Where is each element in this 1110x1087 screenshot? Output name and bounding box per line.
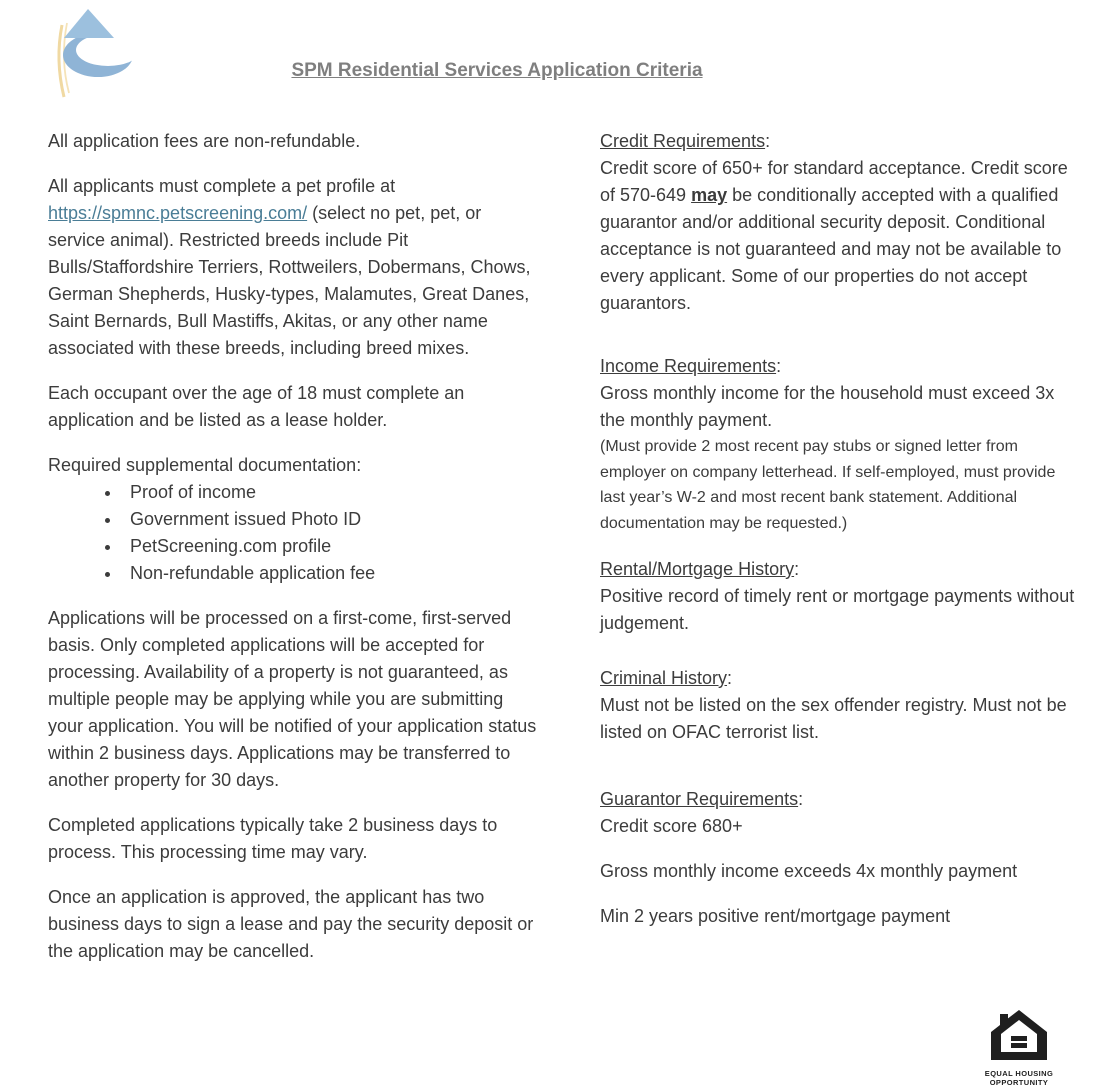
equals-bar-top [1011,1036,1027,1041]
equal-housing-label-line2: OPPORTUNITY [989,1078,1049,1087]
guarantor-line: Credit score 680+ [600,816,743,836]
guarantor-line: Gross monthly income exceeds 4x monthly payment [600,861,1018,881]
list-item: • Non-refundable application fee [122,560,538,587]
section-credit-requirements [600,128,1082,317]
section-heading [600,665,1082,692]
left-column [48,128,538,983]
income-note: (Must provide 2 most recent pay stubs or signed letter from employer on company letterhead. If self-employed, must provide last year’s W-2 and most recent bank statement. Additional documentation may be requested.) [600,438,1056,532]
section-income-requirements [600,353,1082,536]
heading-colon: : [727,668,733,688]
income-body: Gross monthly income for the household must exceed 3x the monthly payment. [600,383,1055,430]
income-heading: Income Requirements [600,356,777,376]
credit-body-before: Credit score of 650+ for standard acceptance. Credit score of 570-649 [600,158,1068,205]
credit-body [600,155,1082,317]
equal-housing-logo [984,1008,1054,1087]
heading-colon: : [794,559,800,579]
paragraph-timeline: Completed applications typically take 2 business days to process. This processing time may vary. [48,815,498,862]
criminal-heading: Criminal History [600,668,728,688]
equals-bar-bottom [1011,1043,1027,1048]
heading-colon: : [798,789,804,809]
paragraph-pet-profile [48,173,538,362]
guarantor-heading: Guarantor Requirements [600,789,799,809]
heading-colon: : [776,356,782,376]
equal-housing-label [984,1069,1054,1087]
paragraph-approval: Once an application is approved, the applicant has two business days to sign a lease and pay the security deposit or the application may be cancelled. [48,887,534,961]
rental-body: Positive record of timely rent or mortgage payments without judgement. [600,586,1075,633]
equal-housing-label-line1: EQUAL HOUSING [984,1069,1054,1078]
company-logo-icon [48,5,158,100]
section-guarantor-requirements [600,786,1082,930]
paragraph-occupant: Each occupant over the age of 18 must complete an application and be listed as a lease holder. [48,383,465,430]
logo-roof [64,9,114,38]
petscreening-link[interactable]: https://spmnc.petscreening.com/ [48,203,308,223]
list-item: • PetScreening.com profile [122,533,538,560]
pet-text-before: All applicants must complete a pet profile at [48,176,396,196]
paragraph-processing: Applications will be processed on a first-come, first-served basis. Only completed applications will be accepted for processing. Availability of a property is not guaranteed, as multiple people may be applying while you are submitting your application. You will be notified of your application status within 2 business days. Applications may be transferred to another property for 30 days. [48,608,537,790]
credit-emphasis: may [691,185,728,205]
list-item: • Proof of income [122,479,538,506]
section-heading [600,128,1082,155]
criminal-body: Must not be listed on the sex offender registry. Must not be listed on OFAC terrorist list. [600,695,1067,742]
section-heading [600,556,1082,583]
page-title: SPM Residential Services Application Criteria [291,60,703,81]
section-rental-history [600,556,1082,637]
credit-body-after: be conditionally accepted with a qualified guarantor and/or additional security deposit. Conditional acceptance is not guaranteed and may not be available to every applicant. Some of our properties do not accept guarantors. [600,185,1062,313]
pet-text-after: (select no pet, pet, or service animal). Restricted breeds include Pit Bulls/Staffordshire Terriers, Rottweilers, Dobermans, Chows, German Shepherds, Husky-types, Malamutes, Great Danes, Saint Bernards, Bull Mastiffs, Akitas, or any other name associated with these breeds, including breed mixes. [48,203,531,358]
guarantor-line: Min 2 years positive rent/mortgage payment [600,906,951,926]
paragraph-fees: All application fees are non-refundable. [48,131,361,151]
heading-colon: : [765,131,771,151]
required-docs-list [48,479,538,587]
paragraph-docs-intro: Required supplemental documentation: [48,455,362,475]
right-column [600,128,1082,948]
equal-housing-house-icon [987,1008,1051,1062]
section-heading [600,786,1082,813]
credit-heading: Credit Requirements [600,131,766,151]
list-item: • Government issued Photo ID [122,506,538,533]
rental-heading: Rental/Mortgage History [600,559,795,579]
section-heading [600,353,1082,380]
section-criminal-history [600,665,1082,746]
